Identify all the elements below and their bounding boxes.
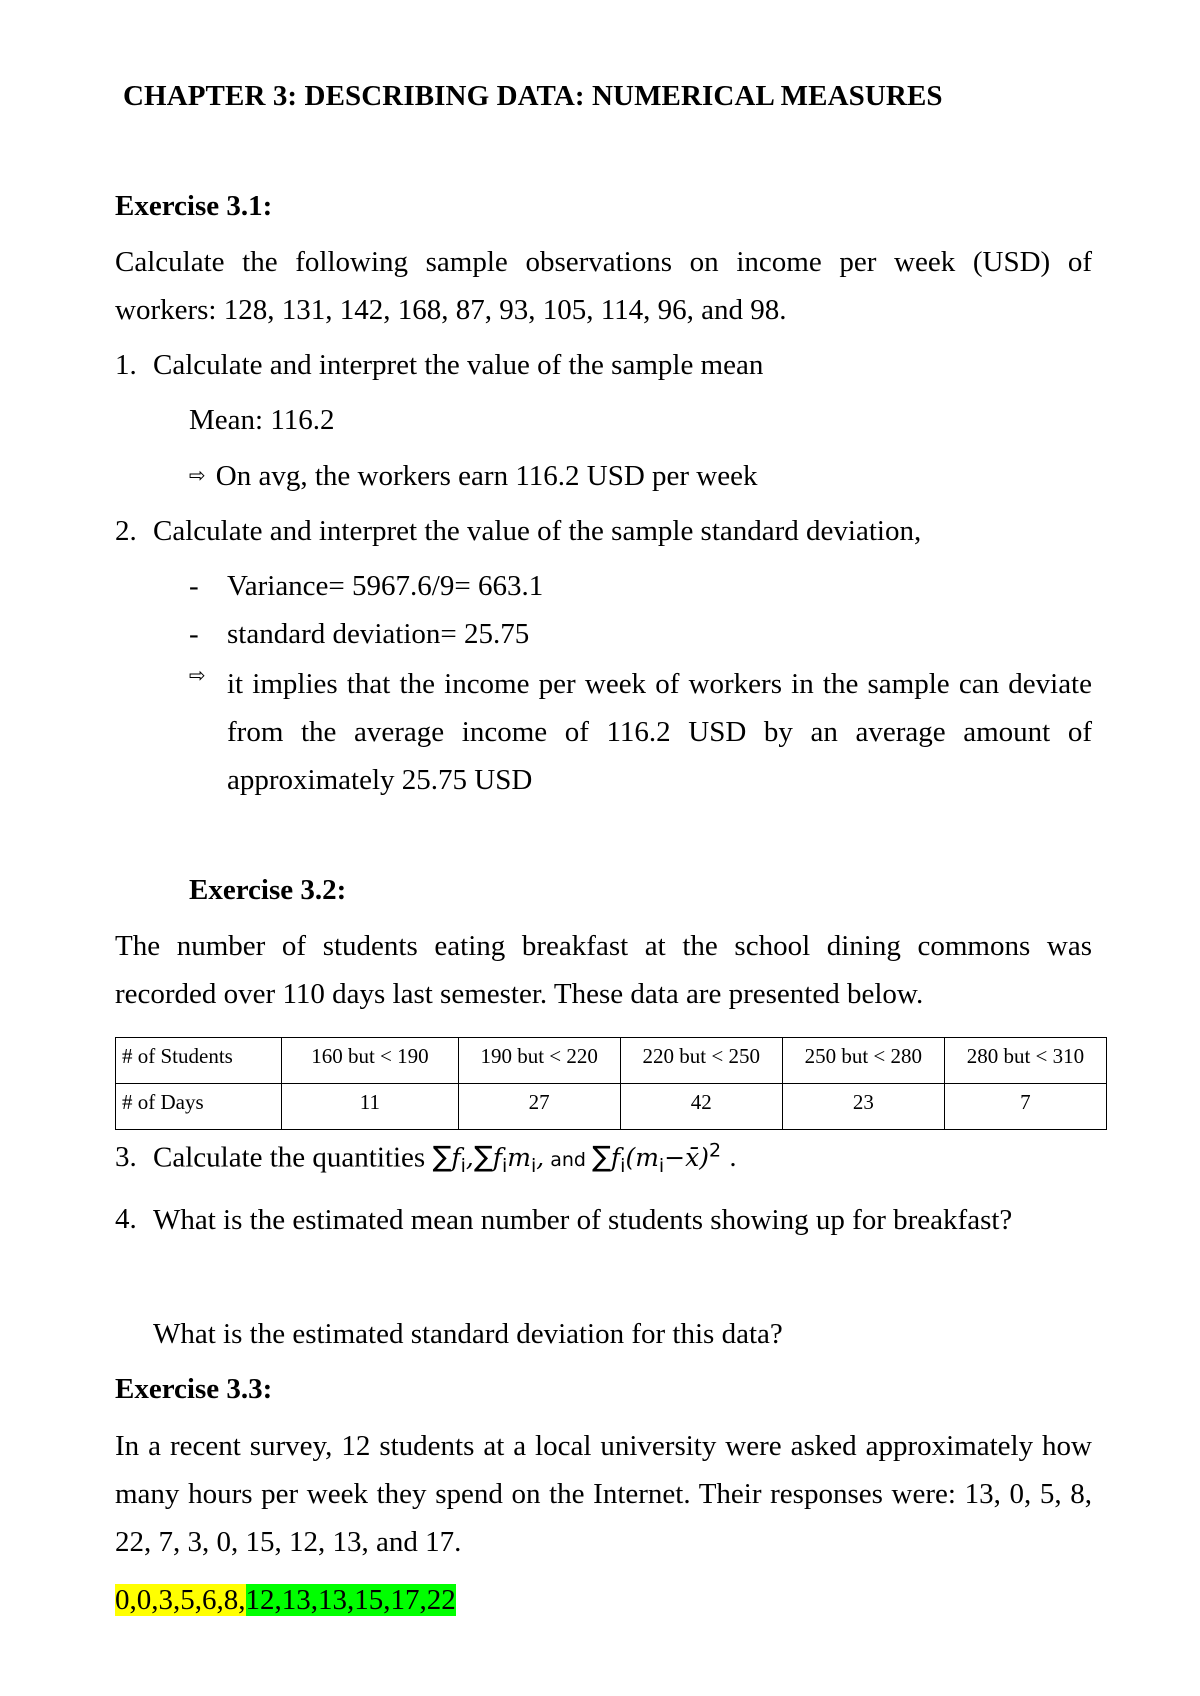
exercise-3-3-intro: In a recent survey, 12 students at a local university were asked approximately how many hours per week they spend on the Internet. Their responses were: 13, 0, 5, 8, 22, 7, 3, 0, 15, 12, 13, and 17. (115, 1430, 1092, 1558)
question-1 (115, 349, 763, 382)
table-cell: 160 but < 190 (282, 1038, 458, 1084)
question-3-text: Calculate the quantities (153, 1141, 426, 1174)
table-cell: 27 (458, 1084, 620, 1130)
question-2-text: Calculate and interpret the value of the sample standard deviation, (153, 515, 922, 547)
exercise-3-2-heading: Exercise 3.2: (189, 874, 347, 906)
mean-interpretation (189, 460, 757, 493)
table-cell: 11 (282, 1084, 458, 1130)
exercise-3-3-heading: Exercise 3.3: (115, 1373, 273, 1405)
exercise-3-1-heading: Exercise 3.1: (115, 190, 273, 222)
question-2-number: 2. (115, 515, 137, 547)
table-cell: 190 but < 220 (458, 1038, 620, 1084)
question-3-number: 3. (115, 1141, 137, 1174)
exercise-3-2-intro: The number of students eating breakfast at the school dining commons was recorded over 110 days last semester. These data are presented below. (115, 930, 1092, 1010)
table-row-label: # of Students (116, 1038, 282, 1084)
table-cell: 250 but < 280 (782, 1038, 944, 1084)
mean-value: Mean: 116.2 (189, 404, 335, 436)
sorted-data (115, 1584, 456, 1617)
sorted-data-lower-half: 0,0,3,5,6,8, (115, 1584, 246, 1616)
table-cell: 42 (620, 1084, 782, 1130)
question-3 (115, 1140, 737, 1177)
stddev-text: standard deviation= 25.75 (227, 618, 530, 650)
table-cell: 7 (944, 1084, 1106, 1130)
question-2 (115, 515, 921, 548)
right-arrow-icon: ⇨ (189, 463, 206, 487)
dash-bullet: - (189, 618, 199, 650)
page-title: CHAPTER 3: DESCRIBING DATA: NUMERICAL MEASURES (123, 80, 943, 112)
stddev-line (189, 618, 529, 651)
table-cell: 23 (782, 1084, 944, 1130)
table-cell: 220 but < 250 (620, 1038, 782, 1084)
table-row-label: # of Days (116, 1084, 282, 1130)
stddev-interpretation-text: it implies that the income per week of workers in the sample can deviate from the average income of 116.2 USD by an average amount of approximately 25.75 USD (227, 668, 1092, 796)
question-4b-text: What is the estimated standard deviation for this data? (153, 1318, 783, 1350)
table-cell: 280 but < 310 (944, 1038, 1106, 1084)
frequency-table (115, 1037, 1107, 1130)
question-4-number: 4. (115, 1203, 137, 1235)
mean-interpretation-text: On avg, the workers earn 116.2 USD per week (215, 460, 758, 492)
table-row (116, 1084, 1107, 1130)
dash-bullet: - (189, 570, 199, 602)
variance-line (189, 570, 543, 603)
summation-formula: $\sum f_i,\sum f_im_i$, and $\sum f_i(m_i-x̄)^2$ . (432, 1140, 737, 1178)
question-1-text: Calculate and interpret the value of the sample mean (153, 349, 764, 381)
sorted-data-upper-half: 12,13,13,15,17,22 (245, 1584, 456, 1616)
table-row (116, 1038, 1107, 1084)
right-arrow-icon: ⇨ (189, 663, 206, 687)
question-4-text: What is the estimated mean number of students showing up for breakfast? (153, 1204, 1013, 1236)
variance-text: Variance= 5967.6/9= 663.1 (227, 570, 544, 602)
stddev-interpretation-arrow (189, 660, 216, 693)
question-1-number: 1. (115, 349, 137, 381)
exercise-3-1-intro: Calculate the following sample observations on income per week (USD) of workers: 128, 131, 142, 168, 87, 93, 105, 114, 96, and 98. (115, 246, 1092, 326)
